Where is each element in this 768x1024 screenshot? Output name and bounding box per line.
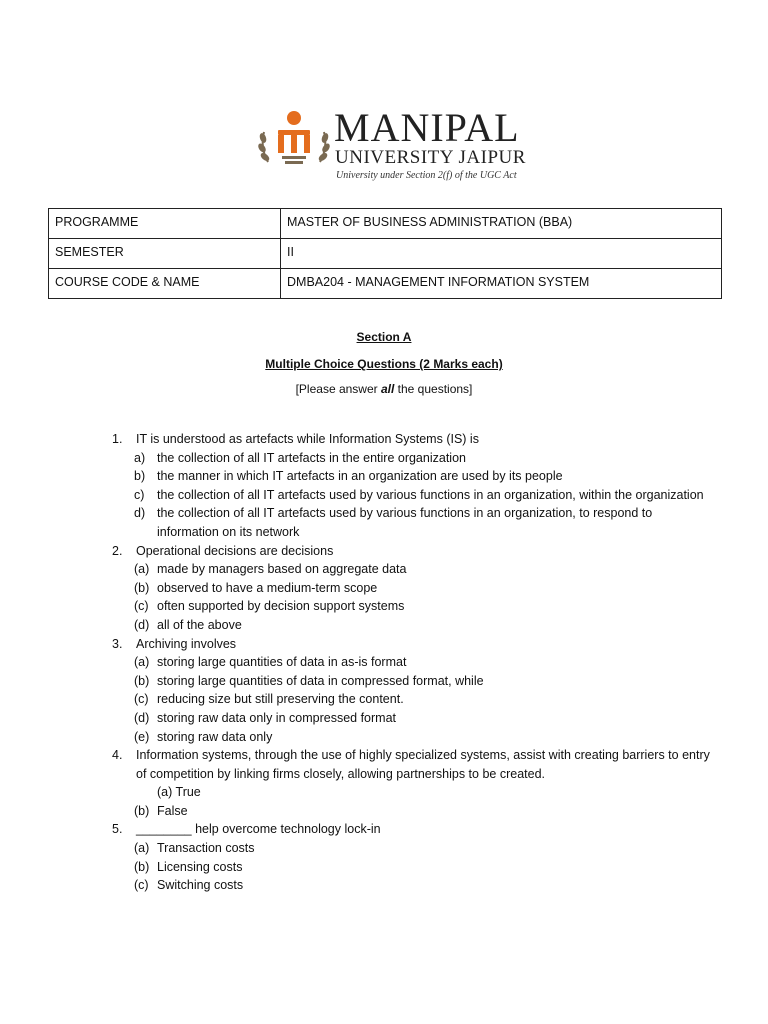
option-label: (d) [134,710,150,725]
option [112,504,712,541]
option [112,709,712,728]
option-text: Transaction costs [157,841,255,856]
option-label: (b) [134,859,150,874]
info-value: MASTER OF BUSINESS ADMINISTRATION (BBA) [281,209,722,239]
option-text: reducing size but still preserving the content. [157,692,404,707]
option-label: (b) [134,673,150,688]
option-text: False [157,803,188,818]
option-label: (a) [134,841,150,856]
instruction-post: the questions] [394,382,473,396]
option-label: a) [134,450,146,465]
option-text: (a) True [157,785,201,800]
option-text: the collection of all IT artefacts used by various functions in an organization, to respond to information on its network [157,506,653,539]
option-text: often supported by decision support systems [157,599,405,614]
option [112,579,712,598]
option [112,616,712,635]
option-label: (d) [134,617,150,632]
question-text: IT is understood as artefacts while Information Systems (IS) is [136,432,479,446]
emblem-icon [254,104,334,184]
question-number: 2. [112,543,123,558]
university-logo [254,104,534,184]
info-key: COURSE CODE & NAME [49,269,281,299]
option [112,449,712,468]
question [112,430,712,449]
option [112,653,712,672]
instruction [0,382,768,396]
option [112,486,712,505]
option-label: (c) [134,599,149,614]
question-number: 1. [112,432,123,446]
question-text: Operational decisions are decisions [136,543,334,558]
info-value: DMBA204 - MANAGEMENT INFORMATION SYSTEM [281,269,722,299]
question [112,820,712,839]
question [112,746,712,783]
option-label: (e) [134,729,150,744]
option [112,858,712,877]
section-title: Section A [356,330,412,344]
brand-name: MANIPAL [334,105,520,150]
option-text: all of the above [157,617,242,632]
option-text: the manner in which IT artefacts in an organization are used by its people [157,469,563,484]
ugc-tagline: University under Section 2(f) of the UGC Act [336,170,517,181]
table-row [49,269,722,299]
info-key: PROGRAMME [49,209,281,239]
option [112,783,712,802]
question-text: ________ help overcome technology lock-in [136,822,381,837]
question-list [112,430,712,895]
question-number: 4. [112,748,123,763]
option [112,728,712,747]
option-text: Licensing costs [157,859,243,874]
option-label: b) [134,469,146,484]
course-info-table [48,208,722,299]
info-value: II [281,239,722,269]
option [112,690,712,709]
university-name: UNIVERSITY JAIPUR [335,147,526,168]
question [112,635,712,654]
option-text: storing large quantities of data in as-is format [157,655,407,670]
question-text: Information systems, through the use of highly specialized systems, assist with creating barriers to entry of competition by linking firms closely, allowing partnerships to be created. [136,748,710,781]
question [112,542,712,561]
table-row [49,209,722,239]
option-label: (a) [134,562,150,577]
option [112,560,712,579]
option-text: storing raw data only in compressed format [157,710,396,725]
option-label: (b) [134,580,150,595]
option-label: (b) [134,803,150,818]
option-text: Switching costs [157,878,244,893]
question-number: 3. [112,636,123,651]
option-label: (c) [134,692,149,707]
question-number: 5. [112,822,123,837]
table-row [49,239,722,269]
option [112,802,712,821]
option [112,876,712,895]
option-text: storing large quantities of data in compressed format, while [157,673,484,688]
info-key: SEMESTER [49,239,281,269]
option-text: storing raw data only [157,729,273,744]
instruction-pre: [Please answer [295,382,381,396]
instruction-emphasis: all [380,382,395,396]
option-label: d) [134,506,146,521]
option-text: observed to have a medium-term scope [157,580,378,595]
option-text: the collection of all IT artefacts used by various functions in an organization, within the organization [157,487,704,502]
option-label: c) [134,487,145,502]
option-label: (a) [134,655,150,670]
option [112,839,712,858]
mcq-title: Multiple Choice Questions (2 Marks each) [265,357,503,371]
option-text: made by managers based on aggregate data [157,562,407,577]
option-text: the collection of all IT artefacts in the entire organization [157,450,466,465]
option [112,467,712,486]
question-text: Archiving involves [136,636,237,651]
option-label: (c) [134,878,149,893]
option [112,672,712,691]
option [112,597,712,616]
